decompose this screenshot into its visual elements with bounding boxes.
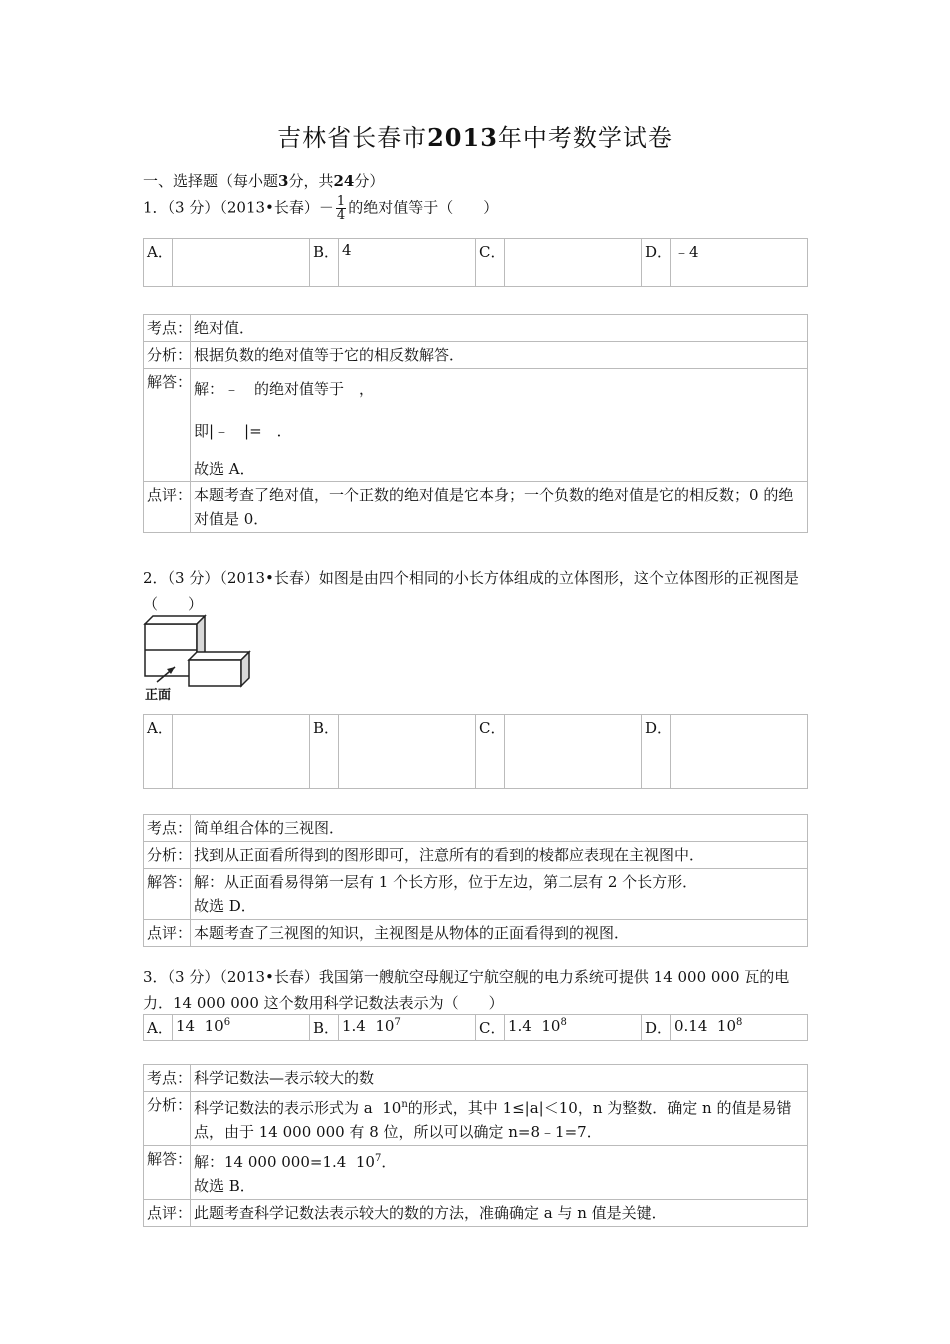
q3-options-table [143,1014,808,1041]
q3-option-d-exp: 8 [736,1017,743,1028]
title-year: 2013 [427,123,498,152]
q2-option-d-key[interactable]: D． [642,715,671,789]
q1-dianping: 本题考查了绝对值，一个正数的绝对值是它本身；一个负数的绝对值是它的相反数；0 的绝对值是 0． [191,482,808,533]
q1-stem [143,195,498,222]
q3-option-b-key[interactable]: B． [310,1015,339,1041]
q3-option-a-value[interactable] [173,1015,310,1041]
q2-option-a-value[interactable] [173,715,310,789]
q3-option-b-base: 1.4 10 [342,1017,395,1035]
q2-jieda-line2: 故选 D． [194,897,256,915]
q2-jieda-line1: 解：从正面看易得第一层有 1 个长方形，位于左边，第二层有 2 个长方形． [194,873,698,891]
q1-dianping-label: 点评： [144,482,191,533]
q3-option-c-exp: 8 [560,1017,567,1028]
q3-option-a-key[interactable]: A． [144,1015,173,1041]
q2-option-b-key[interactable]: B． [310,715,339,789]
q3-option-a-exp: 6 [223,1017,231,1028]
q1-kaodian: 绝对值． [191,315,808,342]
q1-option-d-value[interactable]: ﹣4 [671,239,808,287]
q2-analysis-table [143,814,808,947]
q2-figure-right-block-top [189,652,249,660]
q3-fenxi-cell [191,1092,808,1146]
q1-jieda-line1: 解：﹣ 的绝对值等于 ， [194,380,375,398]
q1-analysis-table [143,314,808,533]
section-mid: 分，共 [288,172,334,190]
q1-option-b-key[interactable]: B． [310,239,339,287]
q2-fenxi-label: 分析： [144,842,191,869]
q2-option-c-key[interactable]: C． [476,715,505,789]
q2-jieda-label: 解答： [144,869,191,920]
q3-option-c-base: 1.4 10 [508,1017,561,1035]
q1-frac-sign: － [318,198,334,217]
section-post: 分） [354,172,385,190]
q2-stem: 2．（3 分）（2013•长春）如图是由四个相同的小长方体组成的立体图形，这个立体图形的正视图是（ ） [143,569,799,613]
section-each: 3 [278,172,289,190]
q2-option-a-key[interactable]: A． [144,715,173,789]
q3-option-c-key[interactable]: C． [476,1015,505,1041]
q1-option-c-key[interactable]: C． [476,239,505,287]
q1-fraction [336,195,346,222]
q2-figure-left-block-top [145,616,205,624]
section-total: 24 [333,172,355,190]
q2-figure-right-block-front [189,660,241,686]
q2-kaodian: 简单组合体的三视图． [191,815,808,842]
q3-option-d-value[interactable] [671,1015,808,1041]
q3-jieda-line1 [194,1147,804,1174]
q1-option-c-value[interactable] [505,239,642,287]
q3-jieda-label: 解答： [144,1146,191,1200]
q1-jieda-cell [191,369,808,482]
q3-option-d-base: 0.14 10 [674,1017,737,1035]
section-pre: 一、选择题（每小题 [143,172,279,190]
title-post: 年中考数学试卷 [497,124,673,152]
q3-jieda1-a: 解：14 000 000=1.4 10 [194,1153,375,1171]
page-title [0,118,950,153]
q3-jieda1-exp: 7 [374,1153,382,1164]
q1-frac-den: 4 [336,208,346,223]
q3-fenxi-exp: n [401,1099,408,1110]
q3-option-b-exp: 7 [394,1017,401,1028]
q2-dianping-label: 点评： [144,920,191,947]
q3-jieda1-b: ． [381,1153,397,1171]
q2-kaodian-label: 考点： [144,815,191,842]
q3-fenxi-b: 的形式，其中 1≤|a|＜10，n 为整数．确定 n 的值是易错点，由于 14 000 000 有 8 位，所以可以确定 n=8﹣1=7． [194,1099,792,1141]
q3-fenxi-label: 分析： [144,1092,191,1146]
q1-option-b-value[interactable]: 4 [339,239,476,287]
q1-suffix: 的绝对值等于（ ） [348,198,499,217]
q3-dianping: 此题考查科学记数法表示较大的数的方法，准确确定 a 与 n 值是关键． [191,1200,808,1227]
q1-jieda-line3: 故选 A． [194,460,255,478]
q1-option-a-key[interactable]: A． [144,239,173,287]
q3-option-d-key[interactable]: D． [642,1015,671,1041]
q3-stem: 3．（3 分）（2013•长春）我国第一艘航空母舰辽宁航空舰的电力系统可提供 14 000 000 瓦的电力．14 000 000 这个数用科学记数法表示为（ ） [143,968,790,1012]
q2-jieda-cell [191,869,808,920]
q1-prefix: 1．（3 分）（2013•长春） [143,198,319,217]
q3-jieda-cell [191,1146,808,1200]
q2-fenxi: 找到从正面看所得到的图形即可，注意所有的看到的棱都应表现在主视图中． [191,842,808,869]
q2-option-d-value[interactable] [671,715,808,789]
q3-option-a-base: 14 10 [176,1017,224,1035]
q3-jieda-line2: 故选 B． [194,1177,255,1195]
q3-kaodian-label: 考点： [144,1065,191,1092]
q3-option-c-value[interactable] [505,1015,642,1041]
q1-jieda-line2: 即|﹣ |= ． [194,422,292,440]
title-pre: 吉林省长春市 [277,124,428,152]
q1-kaodian-label: 考点： [144,315,191,342]
q3-fenxi-a: 科学记数法的表示形式为 a 10 [194,1099,402,1117]
q3-analysis-table [143,1064,808,1227]
q1-frac-num: 1 [336,194,346,209]
q2-option-c-value[interactable] [505,715,642,789]
q1-fenxi: 根据负数的绝对值等于它的相反数解答． [191,342,808,369]
q1-option-d-key[interactable]: D． [642,239,671,287]
q2-dianping: 本题考查了三视图的知识，主视图是从物体的正面看得到的视图． [191,920,808,947]
q1-option-a-value[interactable] [173,239,310,287]
q1-jieda-label: 解答： [144,369,191,482]
q1-fenxi-label: 分析： [144,342,191,369]
q3-dianping-label: 点评： [144,1200,191,1227]
q3-option-b-value[interactable] [339,1015,476,1041]
q1-options-table [143,238,808,287]
q2-options-table [143,714,808,789]
section-header [143,170,384,191]
q2-figure-label: 正面 [145,688,172,703]
q3-kaodian: 科学记数法—表示较大的数 [191,1065,808,1092]
q2-option-b-value[interactable] [339,715,476,789]
